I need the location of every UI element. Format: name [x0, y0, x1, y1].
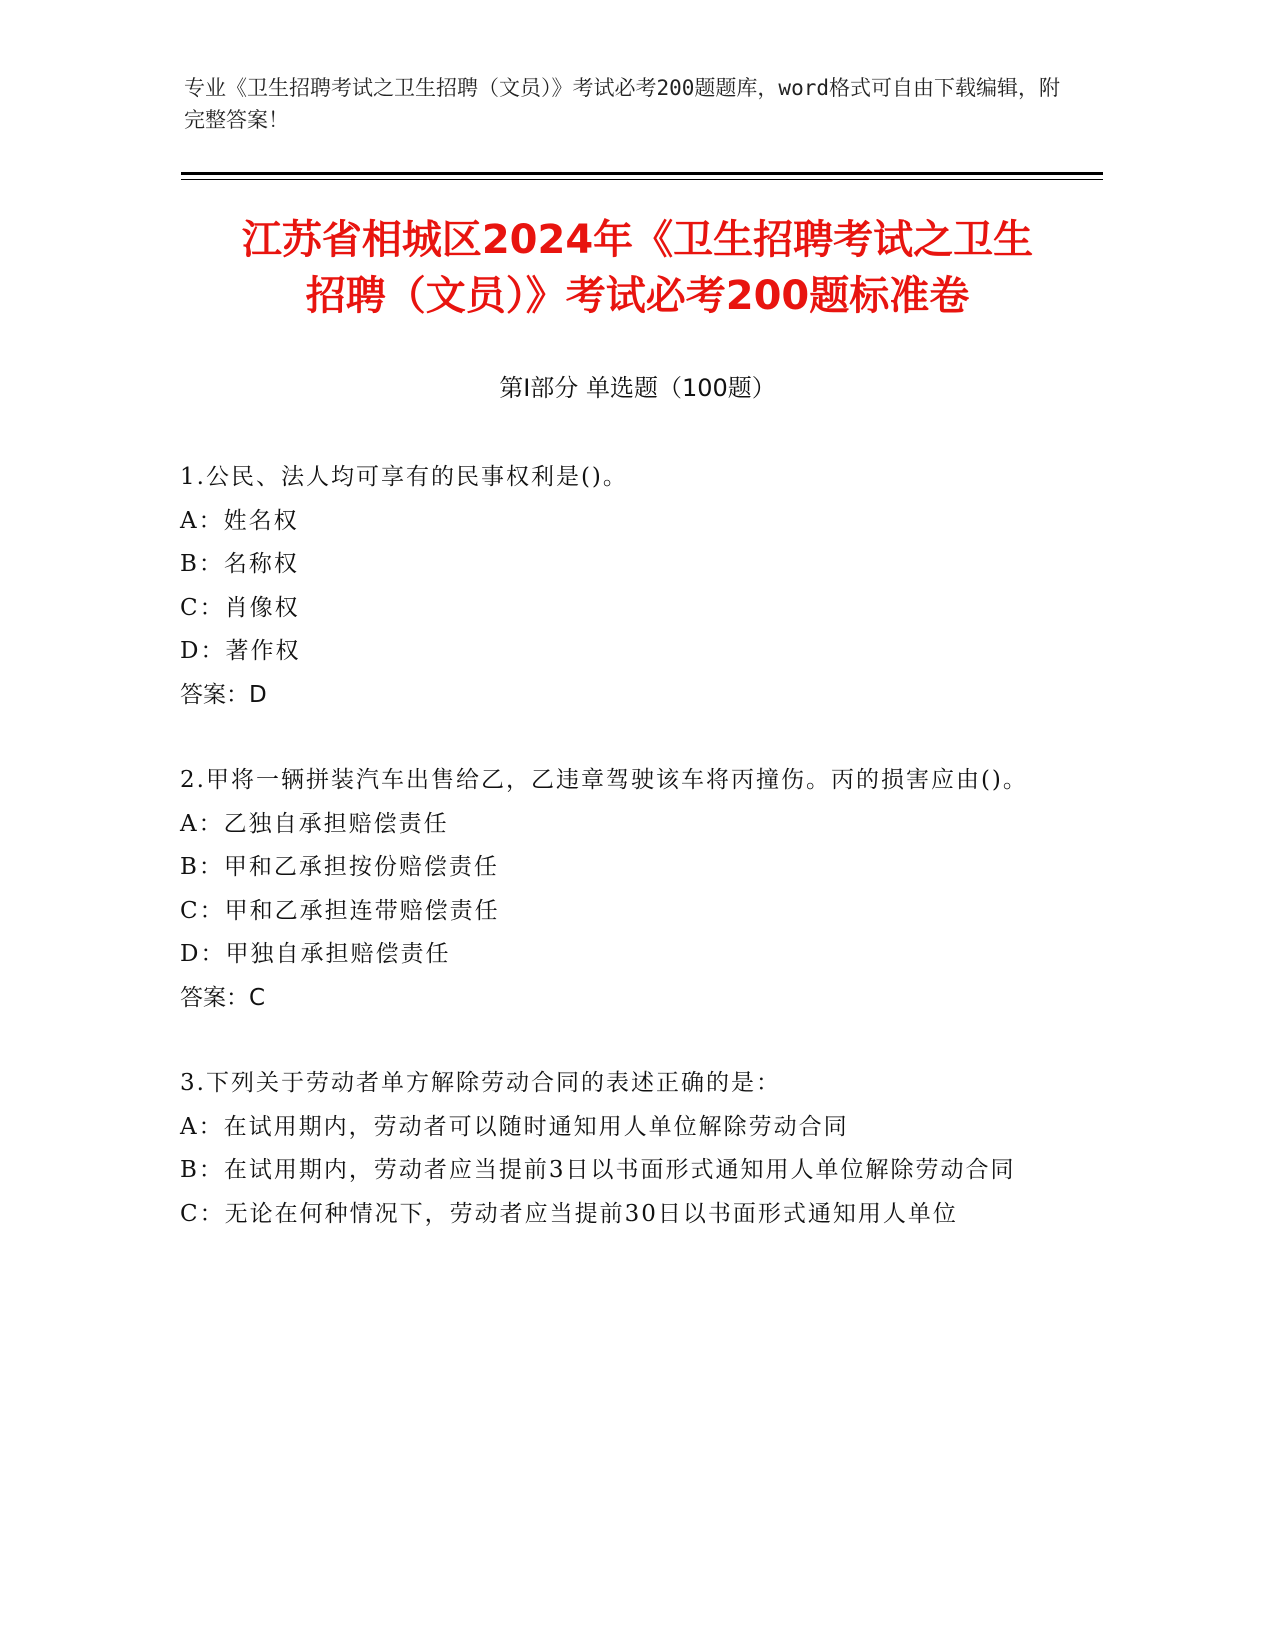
document-header: 专业《卫生招聘考试之卫生招聘（文员）》考试必考200题题库，word格式可自由下载编辑，附完整答案！: [184, 76, 1060, 132]
option-b: B：在试用期内，劳动者应当提前3日以书面形式通知用人单位解除劳动合同: [180, 1157, 1016, 1183]
option-b: B：名称权: [180, 551, 299, 577]
header-rule-thin: [181, 179, 1103, 180]
answer: 答案：C: [180, 984, 266, 1011]
question-2: [180, 759, 1040, 1020]
option-a: A：姓名权: [180, 507, 299, 534]
option-c: C：甲和乙承担连带赔偿责任: [180, 897, 500, 924]
section-heading: 第Ⅰ部分 单选题（100题）: [499, 374, 776, 402]
document-title: [150, 212, 1125, 324]
question-stem: 2.甲将一辆拼装汽车出售给乙，乙违章驾驶该车将丙撞伤。丙的损害应由()。: [180, 767, 1028, 793]
option-a: A：在试用期内，劳动者可以随时通知用人单位解除劳动合同: [180, 1113, 849, 1140]
title-line-1: 江苏省相城区2024年《卫生招聘考试之卫生: [241, 217, 1034, 263]
option-b: B：甲和乙承担按份赔偿责任: [180, 854, 499, 880]
option-c: C：无论在何种情况下，劳动者应当提前30日以书面形式通知用人单位: [180, 1200, 958, 1227]
header-rule-thick: [181, 172, 1103, 175]
question-1: [180, 456, 1040, 717]
option-a: A：乙独自承担赔偿责任: [180, 810, 449, 837]
question-stem: 1.公民、法人均可享有的民事权利是()。: [180, 464, 628, 490]
answer: 答案：D: [180, 681, 267, 708]
question-stem: 3.下列关于劳动者单方解除劳动合同的表述正确的是：: [180, 1070, 781, 1096]
question-list: [180, 456, 1040, 1278]
title-line-2: 招聘（文员）》考试必考200题标准卷: [305, 273, 970, 319]
option-c: C：肖像权: [180, 594, 300, 621]
option-d: D：甲独自承担赔偿责任: [180, 941, 451, 967]
option-d: D：著作权: [180, 638, 301, 664]
question-3: [180, 1062, 1040, 1236]
